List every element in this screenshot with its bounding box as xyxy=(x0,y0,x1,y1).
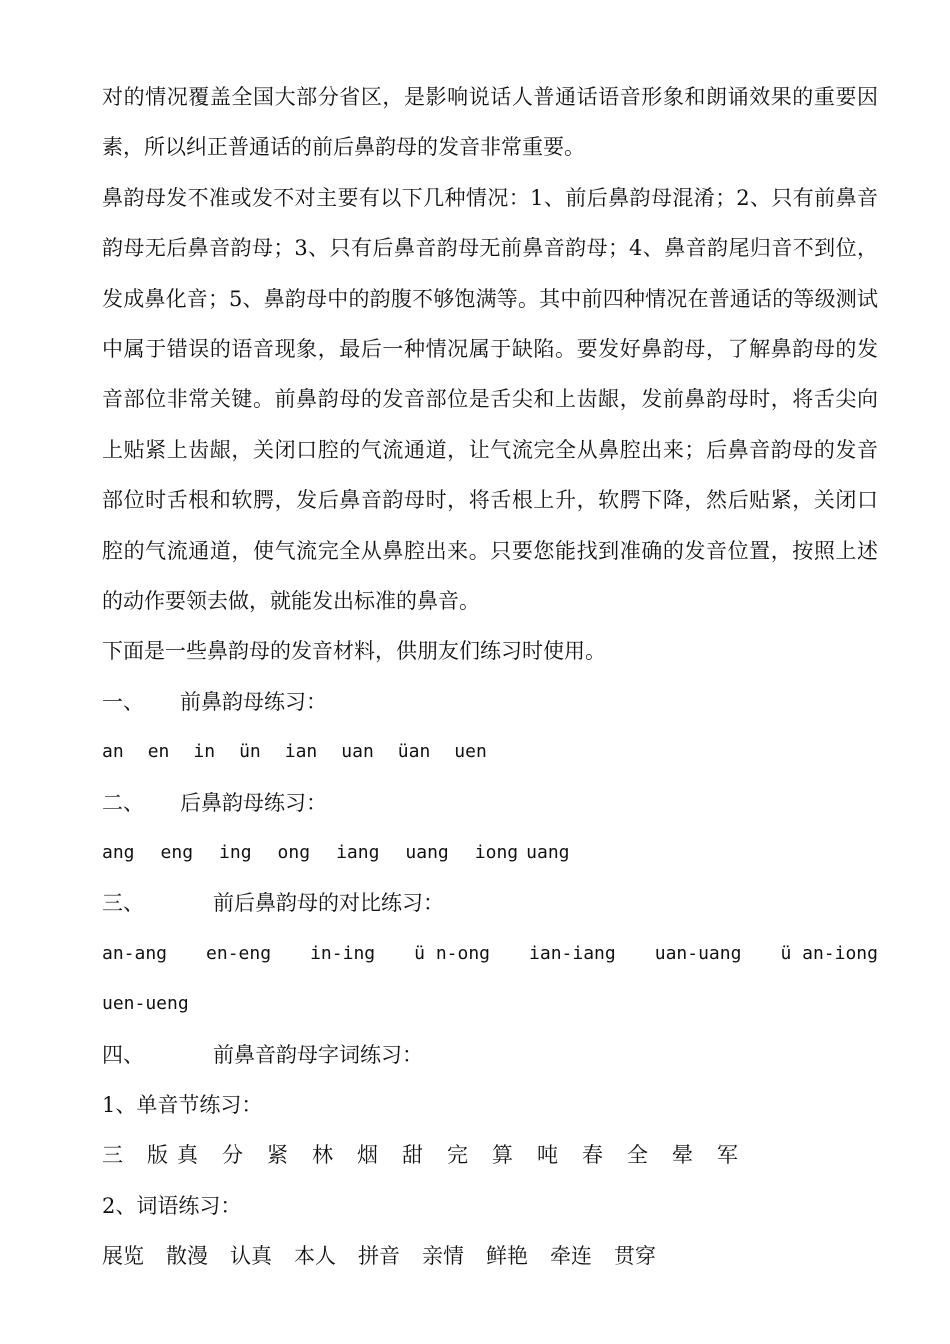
paragraph-intro: 对的情况覆盖全国大部分省区，是影响说话人普通话语音形象和朗诵效果的重要因素，所以纠正普通话的前后鼻韵母的发音非常重要。 xyxy=(102,85,878,160)
section-heading-back xyxy=(102,778,878,828)
final-item: ün xyxy=(239,741,261,763)
syllable-char: 紧 xyxy=(267,1143,288,1168)
section-number: 二、 xyxy=(102,790,144,815)
paragraph-materials: 下面是一些鼻韵母的发音材料，供朋友们练习时使用。 xyxy=(102,639,606,664)
section-title: 前后鼻韵母的对比练习： xyxy=(213,891,444,916)
section-number: 四、 xyxy=(102,1042,144,1067)
final-item: in xyxy=(193,741,216,763)
paragraph-explanation: 鼻韵母发不准或发不对主要有以下几种情况：1、前后鼻韵母混淆；2、只有前鼻音韵母无后鼻音韵母；3、只有后鼻音韵母无前鼻音韵母；4、鼻音韵尾归音不到位，发成鼻化音；5、鼻韵母中的韵腹不够饱满等。其中前四种情况在普通话的等级测试中属于错误的语音现象，最后一种情况属于缺陷。要发好鼻韵母，了解鼻韵母的发音部位非常关键。前鼻韵母的发音部位是舌尖和上齿龈，发前鼻韵母时，将舌尖向上贴紧上齿龈，关闭口腔的气流通道，让气流完全从鼻腔出来；后鼻音韵母的发音部位时舌根和软腭，发后鼻音韵母时，将舌根上升，软腭下降，然后贴紧，关闭口腔的气流通道，使气流完全从鼻腔出来。只要您能找到准确的发音位置，按照上述的动作要领去做，就能发出标准的鼻音。 xyxy=(102,185,878,614)
contrast-pair: ü n-ong xyxy=(414,942,490,964)
section-heading-front xyxy=(102,677,878,727)
final-item: uan xyxy=(341,741,374,763)
syllable-char: 烟 xyxy=(357,1143,378,1168)
syllable-char: 分 xyxy=(222,1143,243,1168)
syllable-char: 晕 xyxy=(672,1143,693,1168)
section-number: 一、 xyxy=(102,689,144,714)
final-item: iang xyxy=(336,842,380,864)
syllable-char: 军 xyxy=(717,1143,738,1168)
contrast-pair: en-eng xyxy=(206,942,272,964)
final-item: ang xyxy=(102,842,135,864)
syllable-char: 全 xyxy=(627,1143,648,1168)
phrase-item: 牵连 xyxy=(550,1244,592,1269)
section-title: 前鼻韵母练习： xyxy=(180,689,327,714)
final-item: ian xyxy=(284,741,318,763)
back-finals-row xyxy=(102,828,878,878)
final-item: iong xyxy=(474,842,519,864)
final-item: uang xyxy=(405,842,449,864)
contrast-pair: in-ing xyxy=(310,942,376,964)
phrase-label: 2、词语练习： xyxy=(102,1193,242,1218)
section-heading-words xyxy=(102,1030,878,1080)
syllable-char: 算 xyxy=(492,1143,513,1168)
phrase-row xyxy=(102,1231,878,1281)
syllable-char: 吨 xyxy=(537,1143,558,1168)
final-item: uang xyxy=(526,842,570,864)
phrase-item: 鲜艳 xyxy=(486,1244,528,1269)
syllable-char: 林 xyxy=(312,1143,333,1168)
syllable-char: 版 xyxy=(147,1143,168,1168)
final-item: uen xyxy=(454,741,487,763)
single-syllable-label: 1、单音节练习： xyxy=(102,1093,263,1117)
phrase-item: 认真 xyxy=(230,1244,272,1269)
final-item: eng xyxy=(160,842,194,864)
document-page xyxy=(102,72,878,1282)
section-title: 后鼻韵母练习： xyxy=(180,790,327,815)
final-item: ong xyxy=(277,842,311,864)
final-item: an xyxy=(102,741,124,763)
phrase-item: 散漫 xyxy=(166,1244,208,1269)
syllable-char: 甜 xyxy=(402,1143,423,1168)
final-item: üan xyxy=(397,741,431,763)
syllable-char: 真 xyxy=(177,1143,198,1168)
contrast-pair: ü an-iong xyxy=(780,942,878,964)
phrase-item: 本人 xyxy=(294,1244,336,1269)
contrast-pair: an-ang xyxy=(102,942,168,964)
phrase-item: 贯穿 xyxy=(614,1244,656,1269)
phrase-item: 拼音 xyxy=(358,1244,400,1269)
syllable-char: 完 xyxy=(447,1143,468,1168)
phrase-item: 亲情 xyxy=(422,1244,464,1269)
final-item: en xyxy=(147,741,170,763)
contrast-pair: uan-uang xyxy=(654,942,742,964)
single-syllable-row xyxy=(102,1130,878,1180)
syllable-char: 春 xyxy=(582,1143,603,1168)
section-title: 前鼻音韵母字词练习： xyxy=(213,1042,423,1067)
section-number: 三、 xyxy=(102,891,144,916)
contrast-pairs-row xyxy=(102,929,878,979)
contrast-pair-overflow: uen-ueng xyxy=(102,993,189,1015)
syllable-char: 三 xyxy=(102,1143,123,1168)
final-item: ing xyxy=(219,842,252,864)
section-heading-contrast xyxy=(102,878,878,928)
contrast-pair: ian-iang xyxy=(529,942,616,964)
phrase-item: 展览 xyxy=(102,1244,144,1269)
front-finals-row xyxy=(102,727,878,777)
